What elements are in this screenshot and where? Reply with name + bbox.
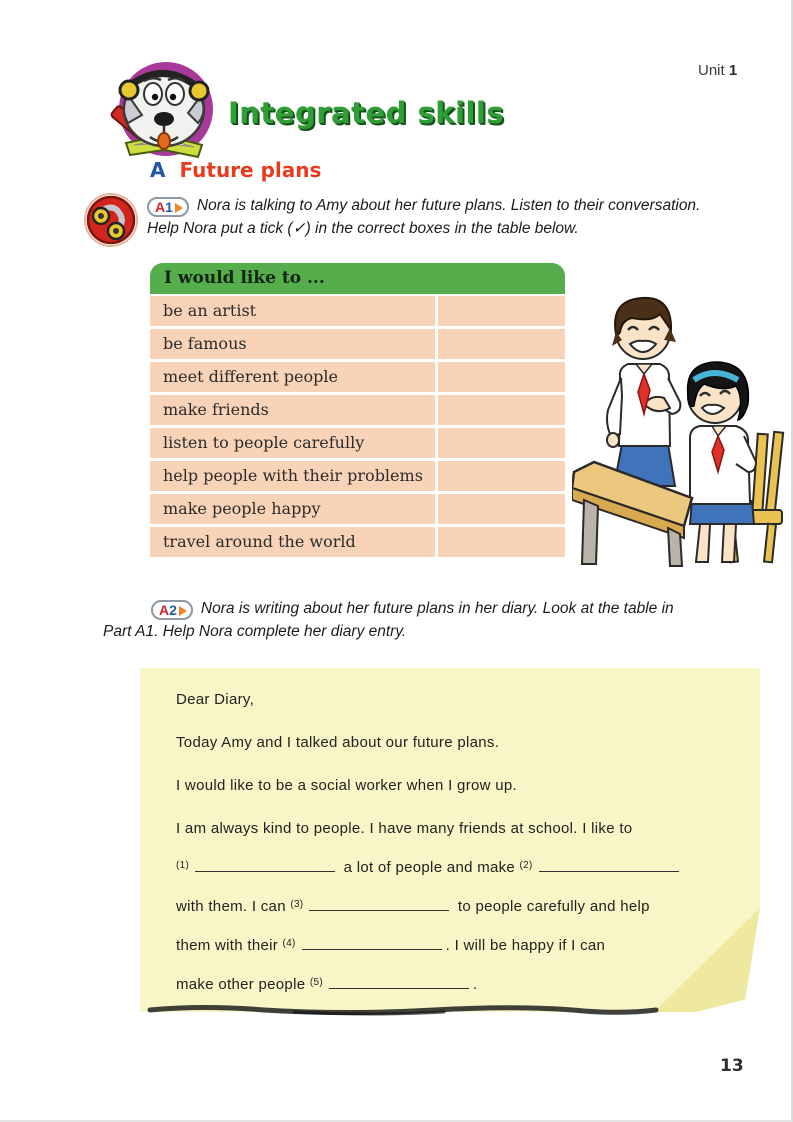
tick-cell[interactable] — [438, 527, 565, 557]
diary-fill-text: . I will be happy if I can — [445, 937, 606, 954]
diary-note — [140, 668, 760, 1012]
table-row — [150, 494, 565, 524]
blank-number-4: (4) — [282, 938, 296, 949]
diary-fill-text: to people carefully and help — [457, 898, 650, 915]
diary-fill-text: a lot of people and make — [343, 859, 516, 876]
tick-cell[interactable] — [438, 494, 565, 524]
table-row — [150, 461, 565, 491]
fill-blank-3[interactable] — [309, 897, 449, 911]
unit-word: Unit — [698, 62, 725, 79]
unit-number: 1 — [728, 62, 738, 79]
row-label: listen to people carefully — [150, 428, 435, 458]
diary-salutation: Dear Diary, — [176, 691, 255, 708]
a1-badge-number: 1 — [165, 199, 173, 215]
tick-cell[interactable] — [438, 461, 565, 491]
fill-blank-5[interactable] — [329, 975, 469, 989]
headphones-icon — [83, 192, 139, 253]
row-label: make friends — [150, 395, 435, 425]
row-label: be an artist — [150, 296, 435, 326]
blank-number-3: (3) — [290, 899, 304, 910]
table-header: I would like to ... — [150, 263, 565, 294]
fill-blank-1[interactable] — [195, 858, 335, 872]
tick-cell[interactable] — [438, 395, 565, 425]
diary-fill-line-2 — [176, 893, 736, 918]
diary-fill-text: . — [472, 976, 478, 993]
blank-number-2: (2) — [519, 860, 533, 871]
a1-text-line1: Nora is talking to Amy about her future plans. Listen to their conversation. — [196, 197, 701, 214]
diary-fill-text: them with their — [176, 937, 279, 954]
row-label: meet different people — [150, 362, 435, 392]
diary-line: I would like to be a social worker when I grow up. — [176, 777, 517, 794]
page-number: 13 — [720, 1056, 744, 1076]
fill-blank-2[interactable] — [539, 858, 679, 872]
row-label: be famous — [150, 329, 435, 359]
table-row — [150, 362, 565, 392]
section-letter: A — [150, 158, 166, 182]
dog-mascot-icon — [98, 57, 230, 170]
row-label: travel around the world — [150, 527, 435, 557]
table-row — [150, 527, 565, 557]
students-illustration — [572, 276, 790, 573]
blank-number-5: (5) — [309, 977, 323, 988]
a2-instruction — [103, 597, 753, 643]
play-triangle-icon — [175, 203, 183, 213]
diary-entry — [176, 688, 736, 1010]
diary-line: I am always kind to people. I have many friends at school. I like to — [176, 820, 633, 837]
a1-text-line2: Help Nora put a tick (✓) in the correct boxes in the table below. — [147, 220, 579, 237]
a1-play-button[interactable] — [147, 197, 189, 217]
page-title: Integrated skills — [228, 96, 505, 130]
a2-text-line2: Part A1. Help Nora complete her diary entry. — [103, 623, 407, 640]
tick-cell[interactable] — [438, 296, 565, 326]
tick-cell[interactable] — [438, 428, 565, 458]
a2-badge-number: 2 — [169, 602, 177, 618]
diary-fill-line-1 — [176, 854, 736, 879]
diary-fill-text: with them. I can — [176, 898, 286, 915]
play-triangle-icon — [179, 606, 187, 616]
blank-number-1: (1) — [176, 860, 190, 871]
table-row — [150, 428, 565, 458]
tick-cell[interactable] — [438, 362, 565, 392]
table-row — [150, 329, 565, 359]
section-heading — [150, 158, 321, 182]
table-row — [150, 296, 565, 326]
diary-fill-line-3 — [176, 932, 736, 957]
future-plans-table — [150, 263, 565, 560]
unit-label — [698, 62, 737, 79]
a2-play-button[interactable] — [151, 600, 193, 620]
diary-fill-line-4 — [176, 971, 736, 996]
table-row — [150, 395, 565, 425]
diary-line: Today Amy and I talked about our future plans. — [176, 734, 500, 751]
section-title: Future plans — [179, 158, 322, 182]
a2-badge-letter: A — [159, 602, 170, 618]
row-label: make people happy — [150, 494, 435, 524]
a1-badge-letter: A — [155, 199, 166, 215]
tick-cell[interactable] — [438, 329, 565, 359]
row-label: help people with their problems — [150, 461, 435, 491]
a1-instruction — [147, 194, 747, 240]
diary-fill-text: make other people — [176, 976, 306, 993]
a2-text-line1: Nora is writing about her future plans in her diary. Look at the table in — [200, 600, 674, 617]
fill-blank-4[interactable] — [302, 936, 442, 950]
